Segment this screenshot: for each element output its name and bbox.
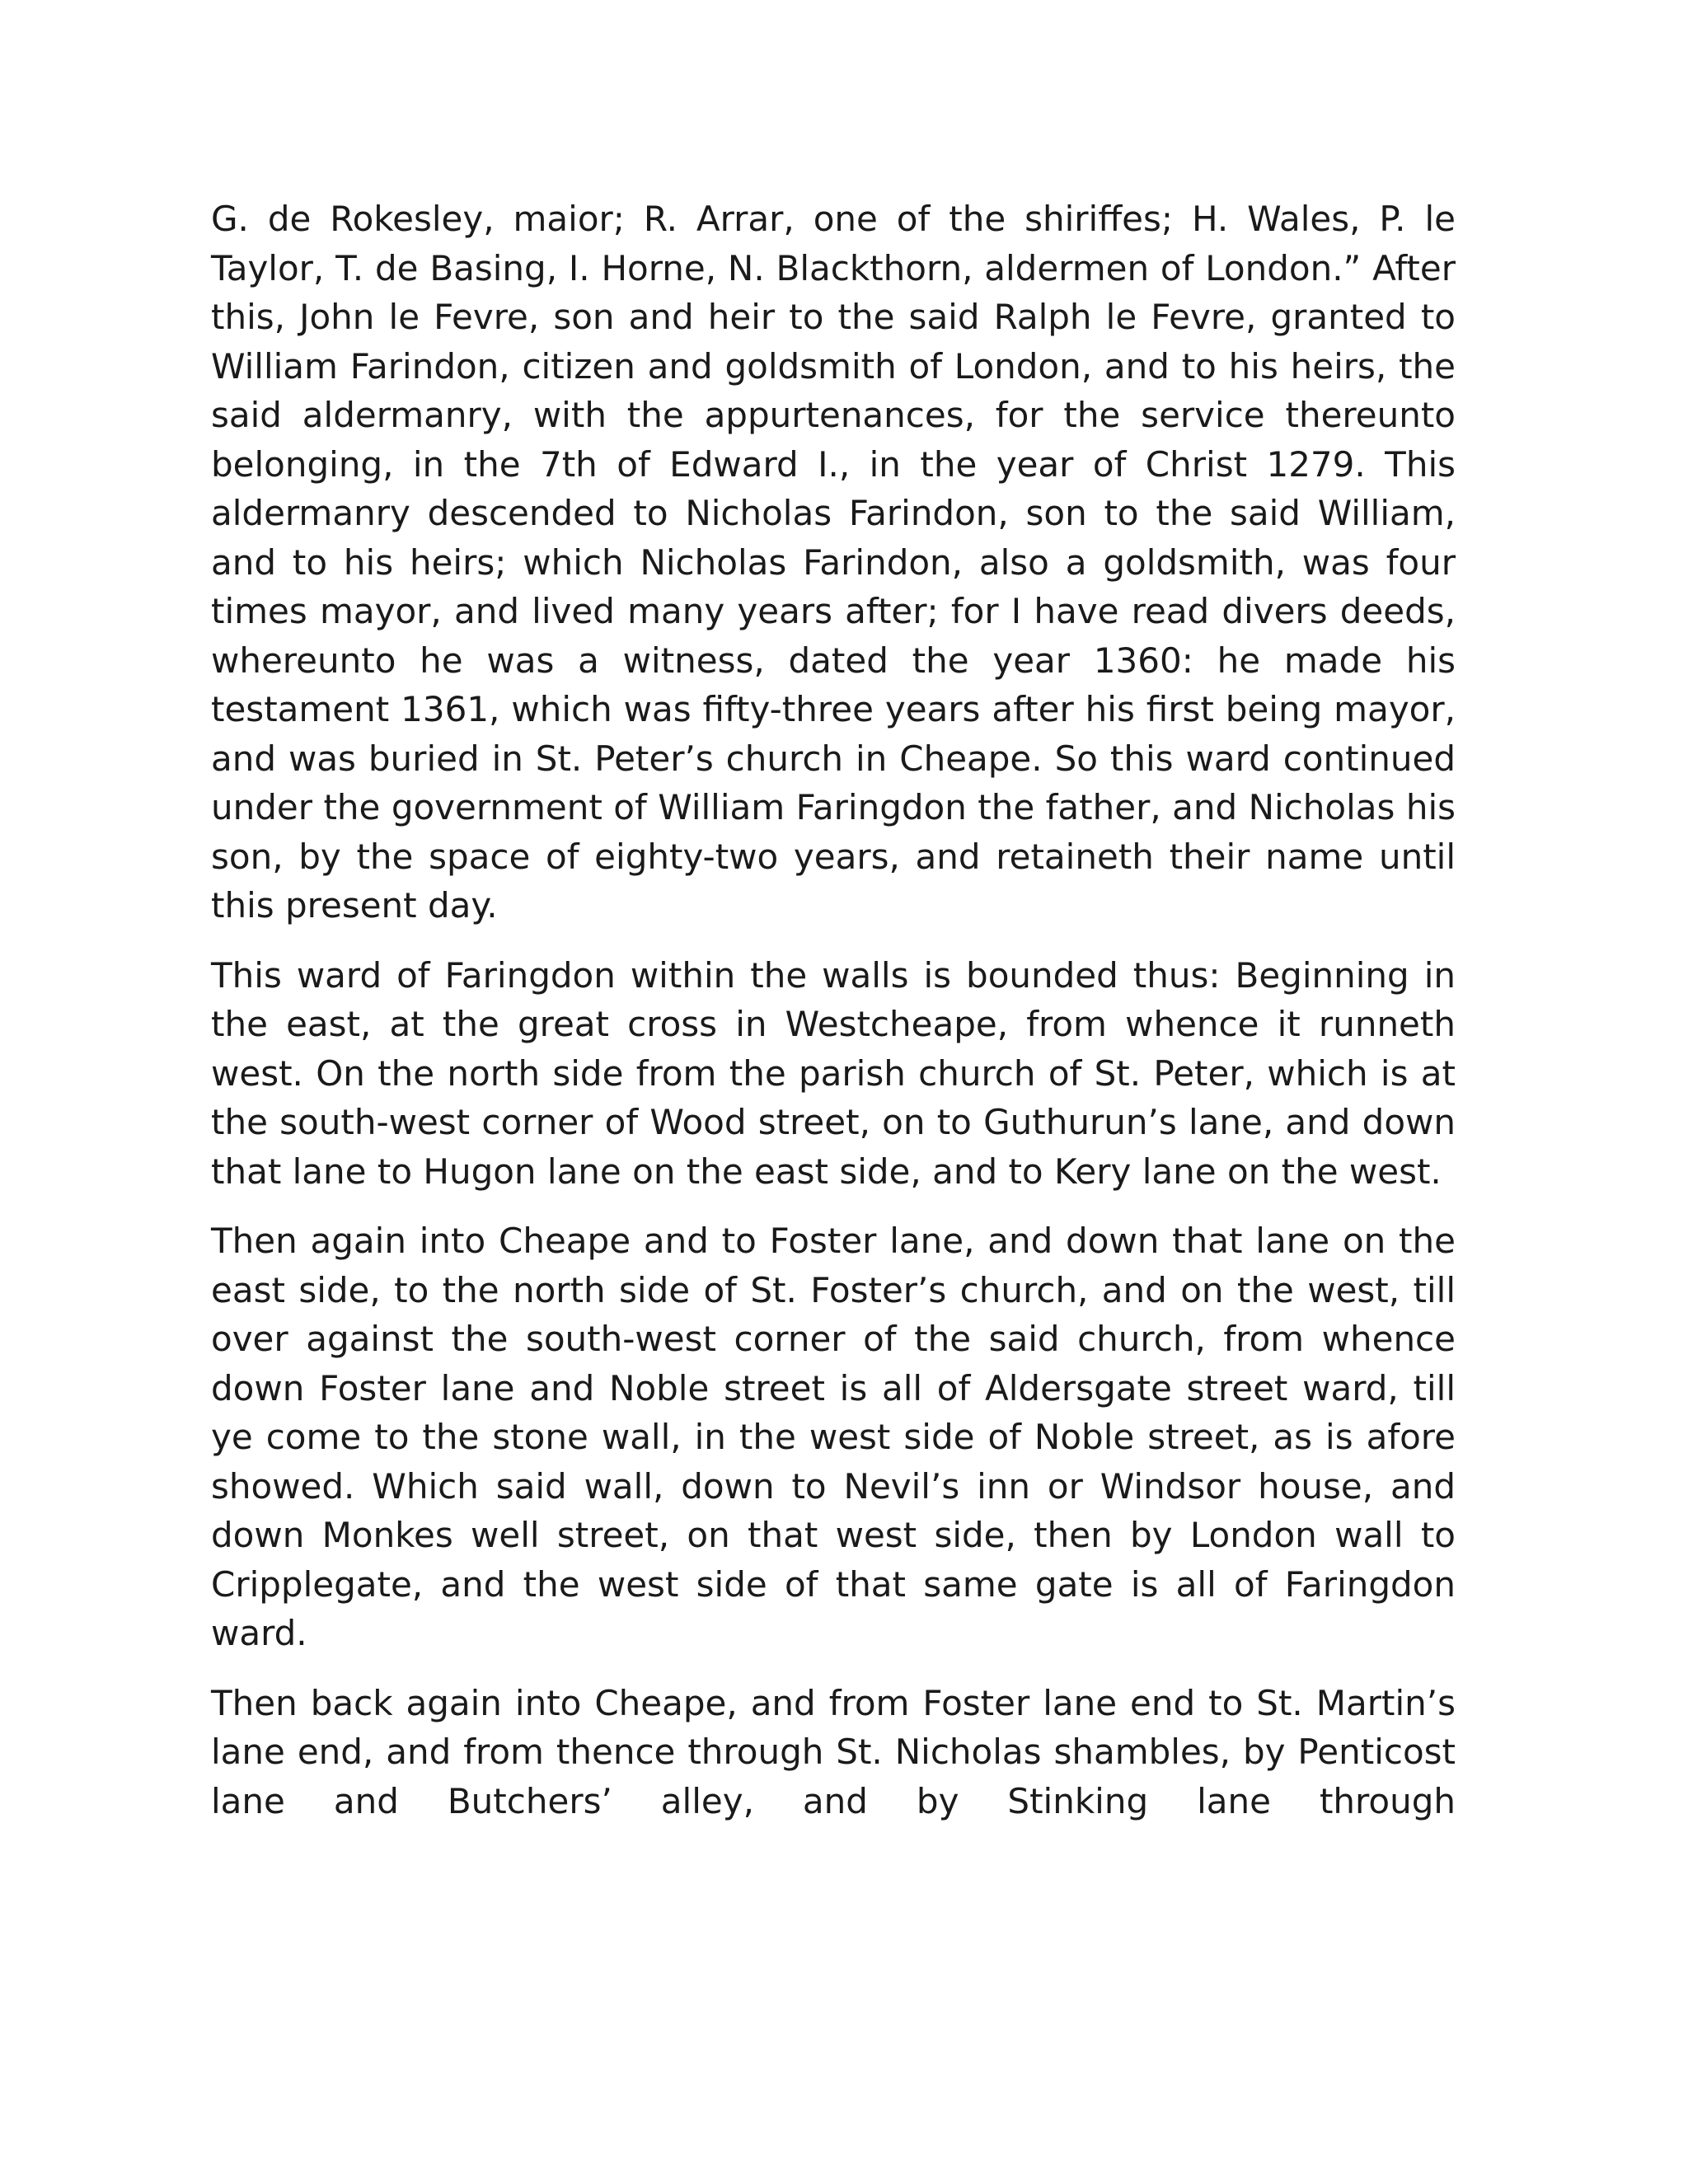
paragraph-4: Then back again into Cheape, and from Foster lane end to St. Martin’s lane end, and from thence through St. Nicholas shambles, by Penticost lane and Butchers’ alley, and by Stinking lane through <box>211 1682 1456 1821</box>
paragraph-2: This ward of Faringdon within the walls is bounded thus: Beginning in the east, at the great cross in Westcheape, from whence it runneth west. On the north side from the parish church of St. Peter, which is at the south-west corner of Wood street, on to Guthurun’s lane, and down that lane to Hugon lane on the east side, and to Kery lane on the west. <box>211 954 1456 1192</box>
paragraph-1: G. de Rokesley, maior; R. Arrar, one of the shiriffes; H. Wales, P. le Taylor, T. de Basing, I. Horne, N. Blackthorn, aldermen of London.” After this, John le Fevre, son and heir to the said Ralph le Fevre, granted to William Farindon, citizen and goldsmith of London, and to his heirs, the said aldermanry, with the appurtenances, for the service thereunto belonging, in the 7th of Edward I., in the year of Christ 1279. This aldermanry descended to Nicholas Farindon, son to the said William, and to his heirs; which Nicholas Farindon, also a goldsmith, was four times mayor, and lived many years after; for I have read divers deeds, whereunto he was a witness, dated the year 1360: he made his testament 1361, which was fifty-three years after his first being mayor, and was buried in St. Peter’s church in Cheape. So this ward continued under the government of William Faringdon the father, and Nicholas his son, by the space of eighty-two years, and retaineth their name until this present day. <box>211 199 1456 926</box>
paragraph-3: Then again into Cheape and to Foster lane, and down that lane on the east side, to the north side of St. Foster’s church, and on the west, till over against the south-west corner of the said church, from whence down Foster lane and Noble street is all of Aldersgate street ward, till ye come to the stone wall, in the west side of Noble street, as is afore showed. Which said wall, down to Nevil’s inn or Windsor house, and down Monkes well street, on that west side, then by London wall to Cripplegate, and the west side of that same gate is all of Faringdon ward. <box>211 1221 1456 1653</box>
document-page <box>211 194 1456 1825</box>
